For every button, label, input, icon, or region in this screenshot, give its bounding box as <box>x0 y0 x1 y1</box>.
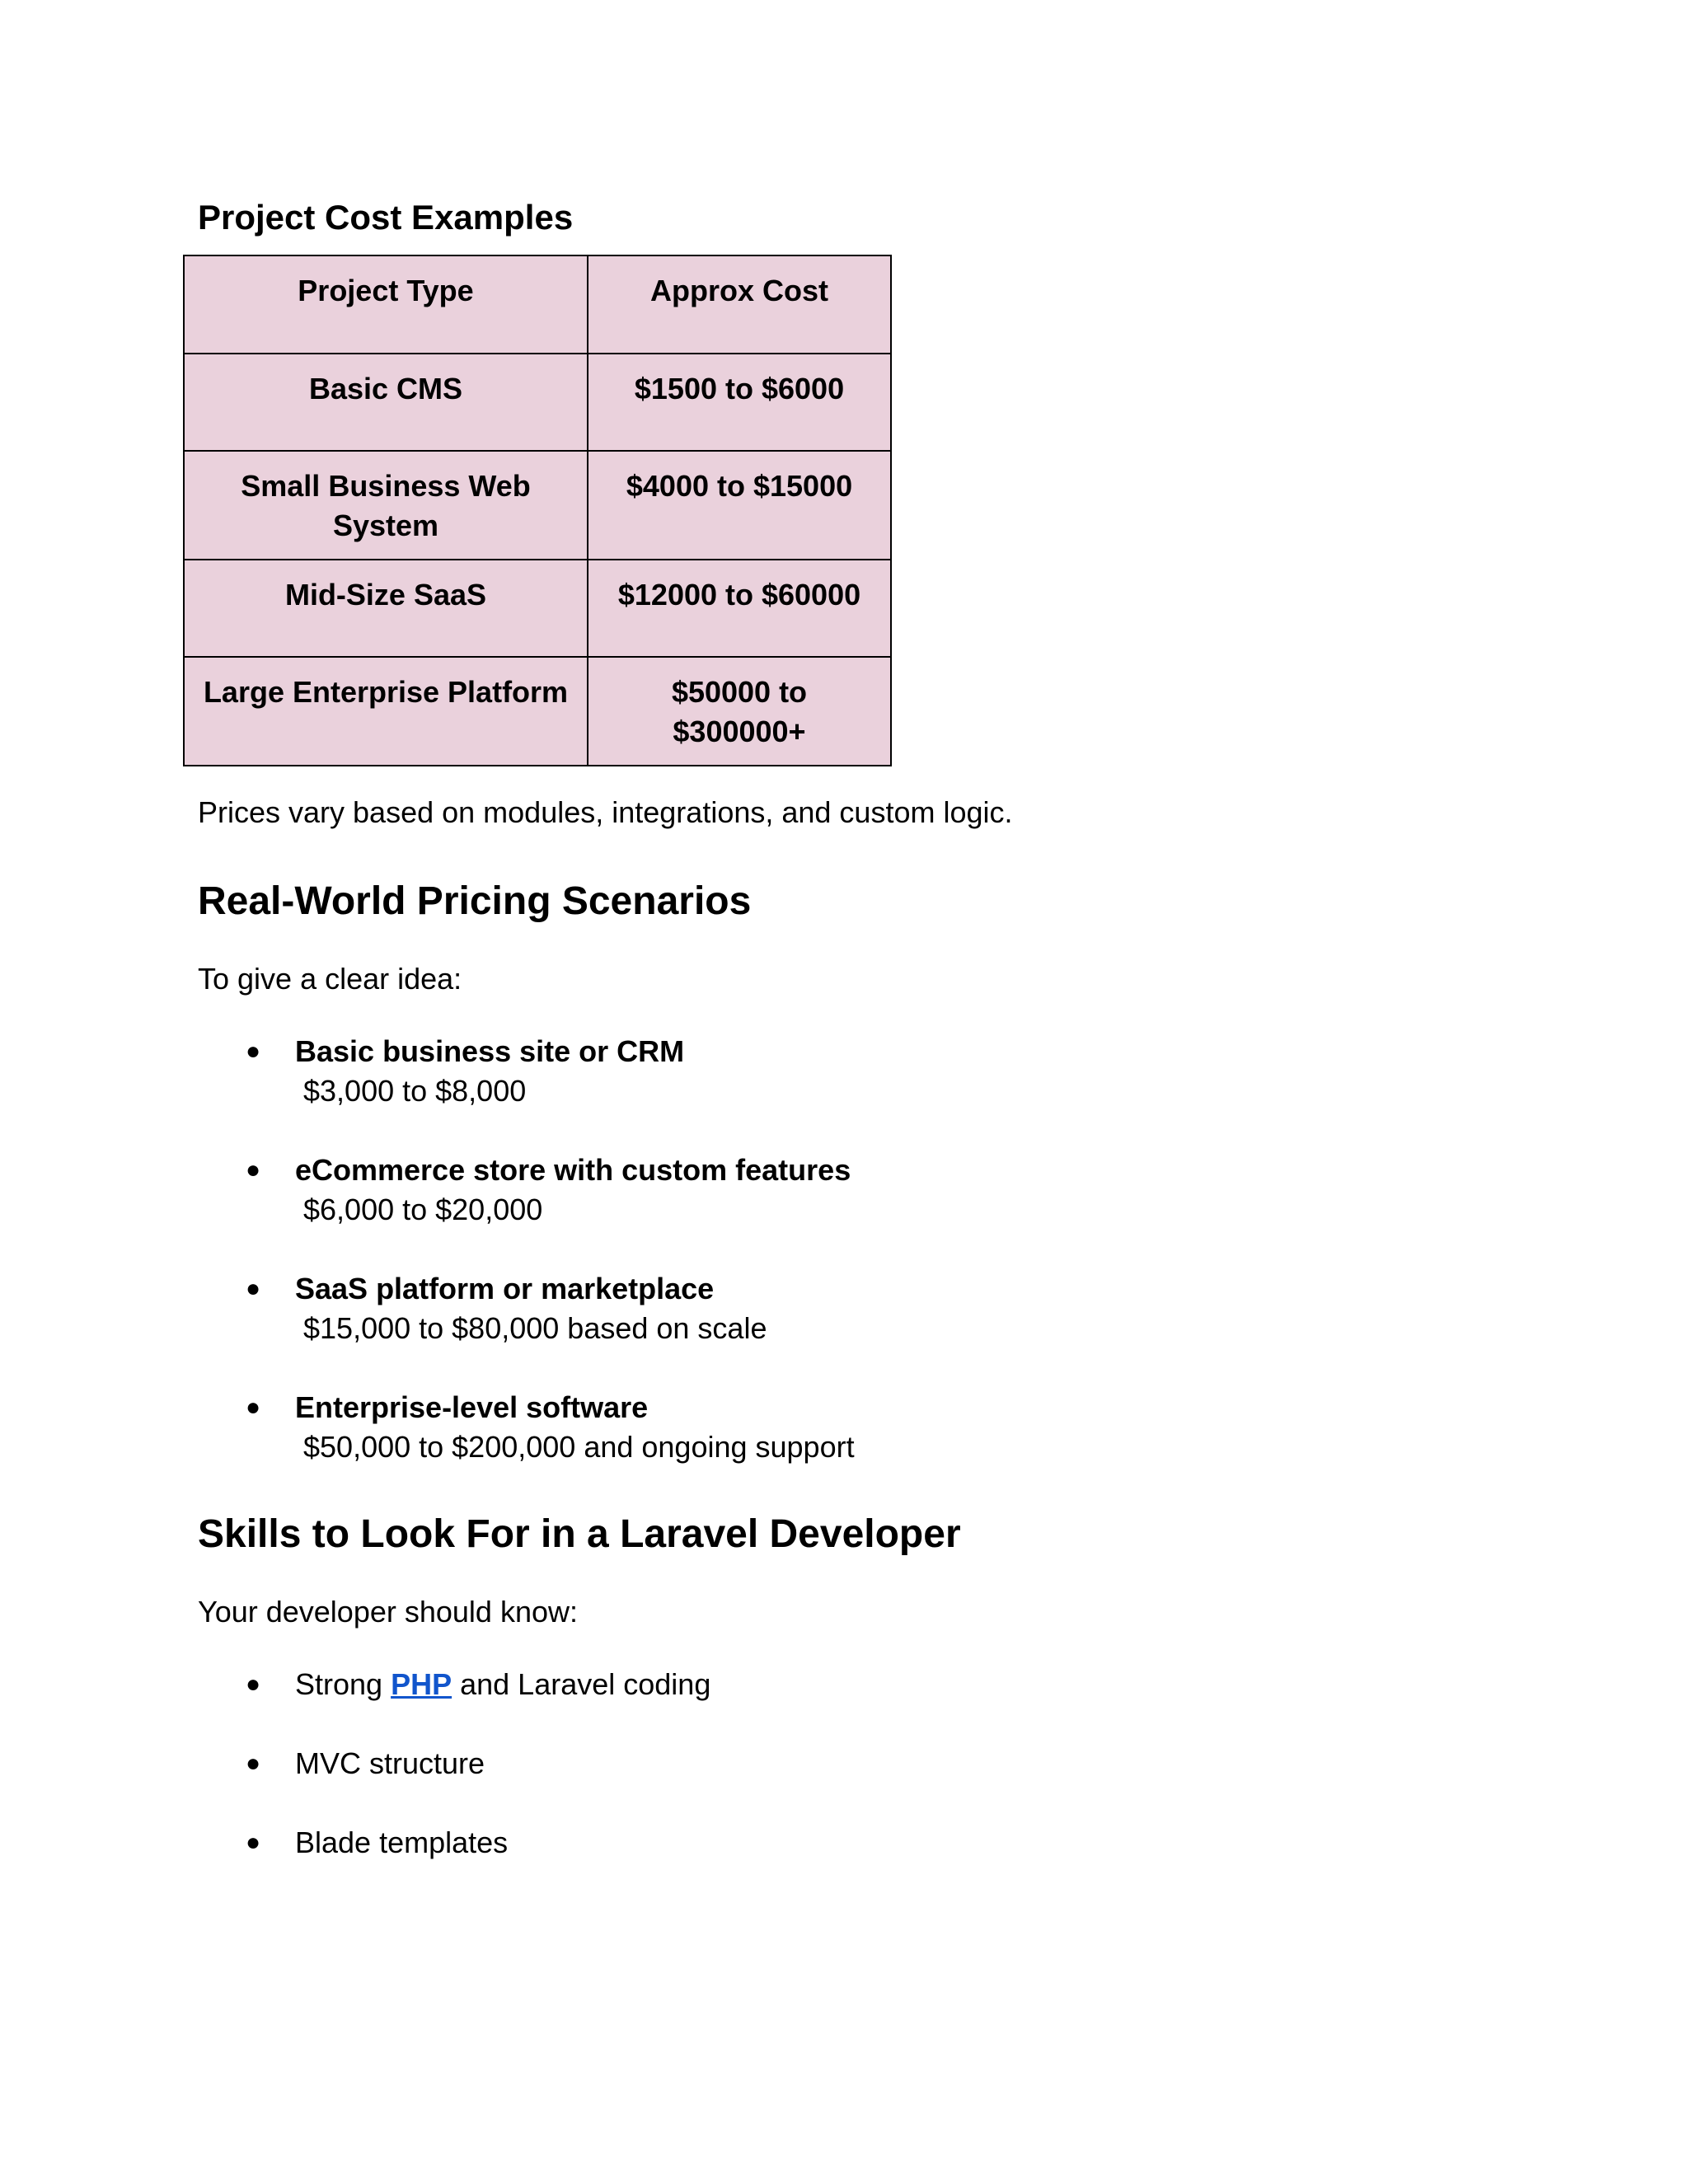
scenario-price: $3,000 to $8,000 <box>303 1074 527 1108</box>
php-link[interactable]: PHP <box>391 1667 452 1701</box>
pricing-heading: Real-World Pricing Scenarios <box>198 879 752 923</box>
bullet-icon: ● <box>246 1671 261 1698</box>
cell-project-type: Basic CMS <box>184 354 588 451</box>
skill-text: MVC structure <box>295 1746 485 1780</box>
scenario-price: $6,000 to $20,000 <box>303 1193 543 1226</box>
cell-approx-cost: $4000 to $15000 <box>588 451 891 560</box>
table-header-row <box>184 255 891 354</box>
pricing-note: Prices vary based on modules, integrations, and custom logic. <box>198 795 1013 829</box>
scenario-title: eCommerce store with custom features <box>295 1153 851 1187</box>
header-approx-cost: Approx Cost <box>588 255 891 354</box>
cell-approx-cost: $50000 to $300000+ <box>588 657 891 766</box>
bullet-icon: ● <box>246 1156 261 1183</box>
table-row <box>184 451 891 560</box>
cell-project-type: Large Enterprise Platform <box>184 657 588 766</box>
scenario-price: $15,000 to $80,000 based on scale <box>303 1311 767 1345</box>
bullet-icon: ● <box>246 1394 261 1421</box>
skill-text: Strong PHP and Laravel coding <box>295 1667 711 1701</box>
cell-approx-cost: $1500 to $6000 <box>588 354 891 451</box>
bullet-icon: ● <box>246 1829 261 1856</box>
table-row <box>184 354 891 451</box>
scenario-title: Basic business site or CRM <box>295 1034 685 1068</box>
scenario-price: $50,000 to $200,000 and ongoing support <box>303 1430 855 1464</box>
cell-approx-cost: $12000 to $60000 <box>588 560 891 657</box>
table-row <box>184 560 891 657</box>
scenario-title: SaaS platform or marketplace <box>295 1272 715 1305</box>
table-row <box>184 657 891 766</box>
scenario-title: Enterprise-level software <box>295 1390 649 1424</box>
skills-intro: Your developer should know: <box>198 1595 578 1629</box>
bullet-icon: ● <box>246 1038 261 1065</box>
skill-text: Blade templates <box>295 1825 509 1859</box>
project-cost-table <box>183 255 892 766</box>
skills-heading: Skills to Look For in a Laravel Developer <box>198 1512 961 1556</box>
bullet-icon: ● <box>246 1275 261 1302</box>
header-project-type: Project Type <box>184 255 588 354</box>
cell-project-type: Mid-Size SaaS <box>184 560 588 657</box>
table-title: Project Cost Examples <box>198 198 574 237</box>
pricing-intro: To give a clear idea: <box>198 962 462 996</box>
bullet-icon: ● <box>246 1750 261 1777</box>
cell-project-type: Small Business Web System <box>184 451 588 560</box>
